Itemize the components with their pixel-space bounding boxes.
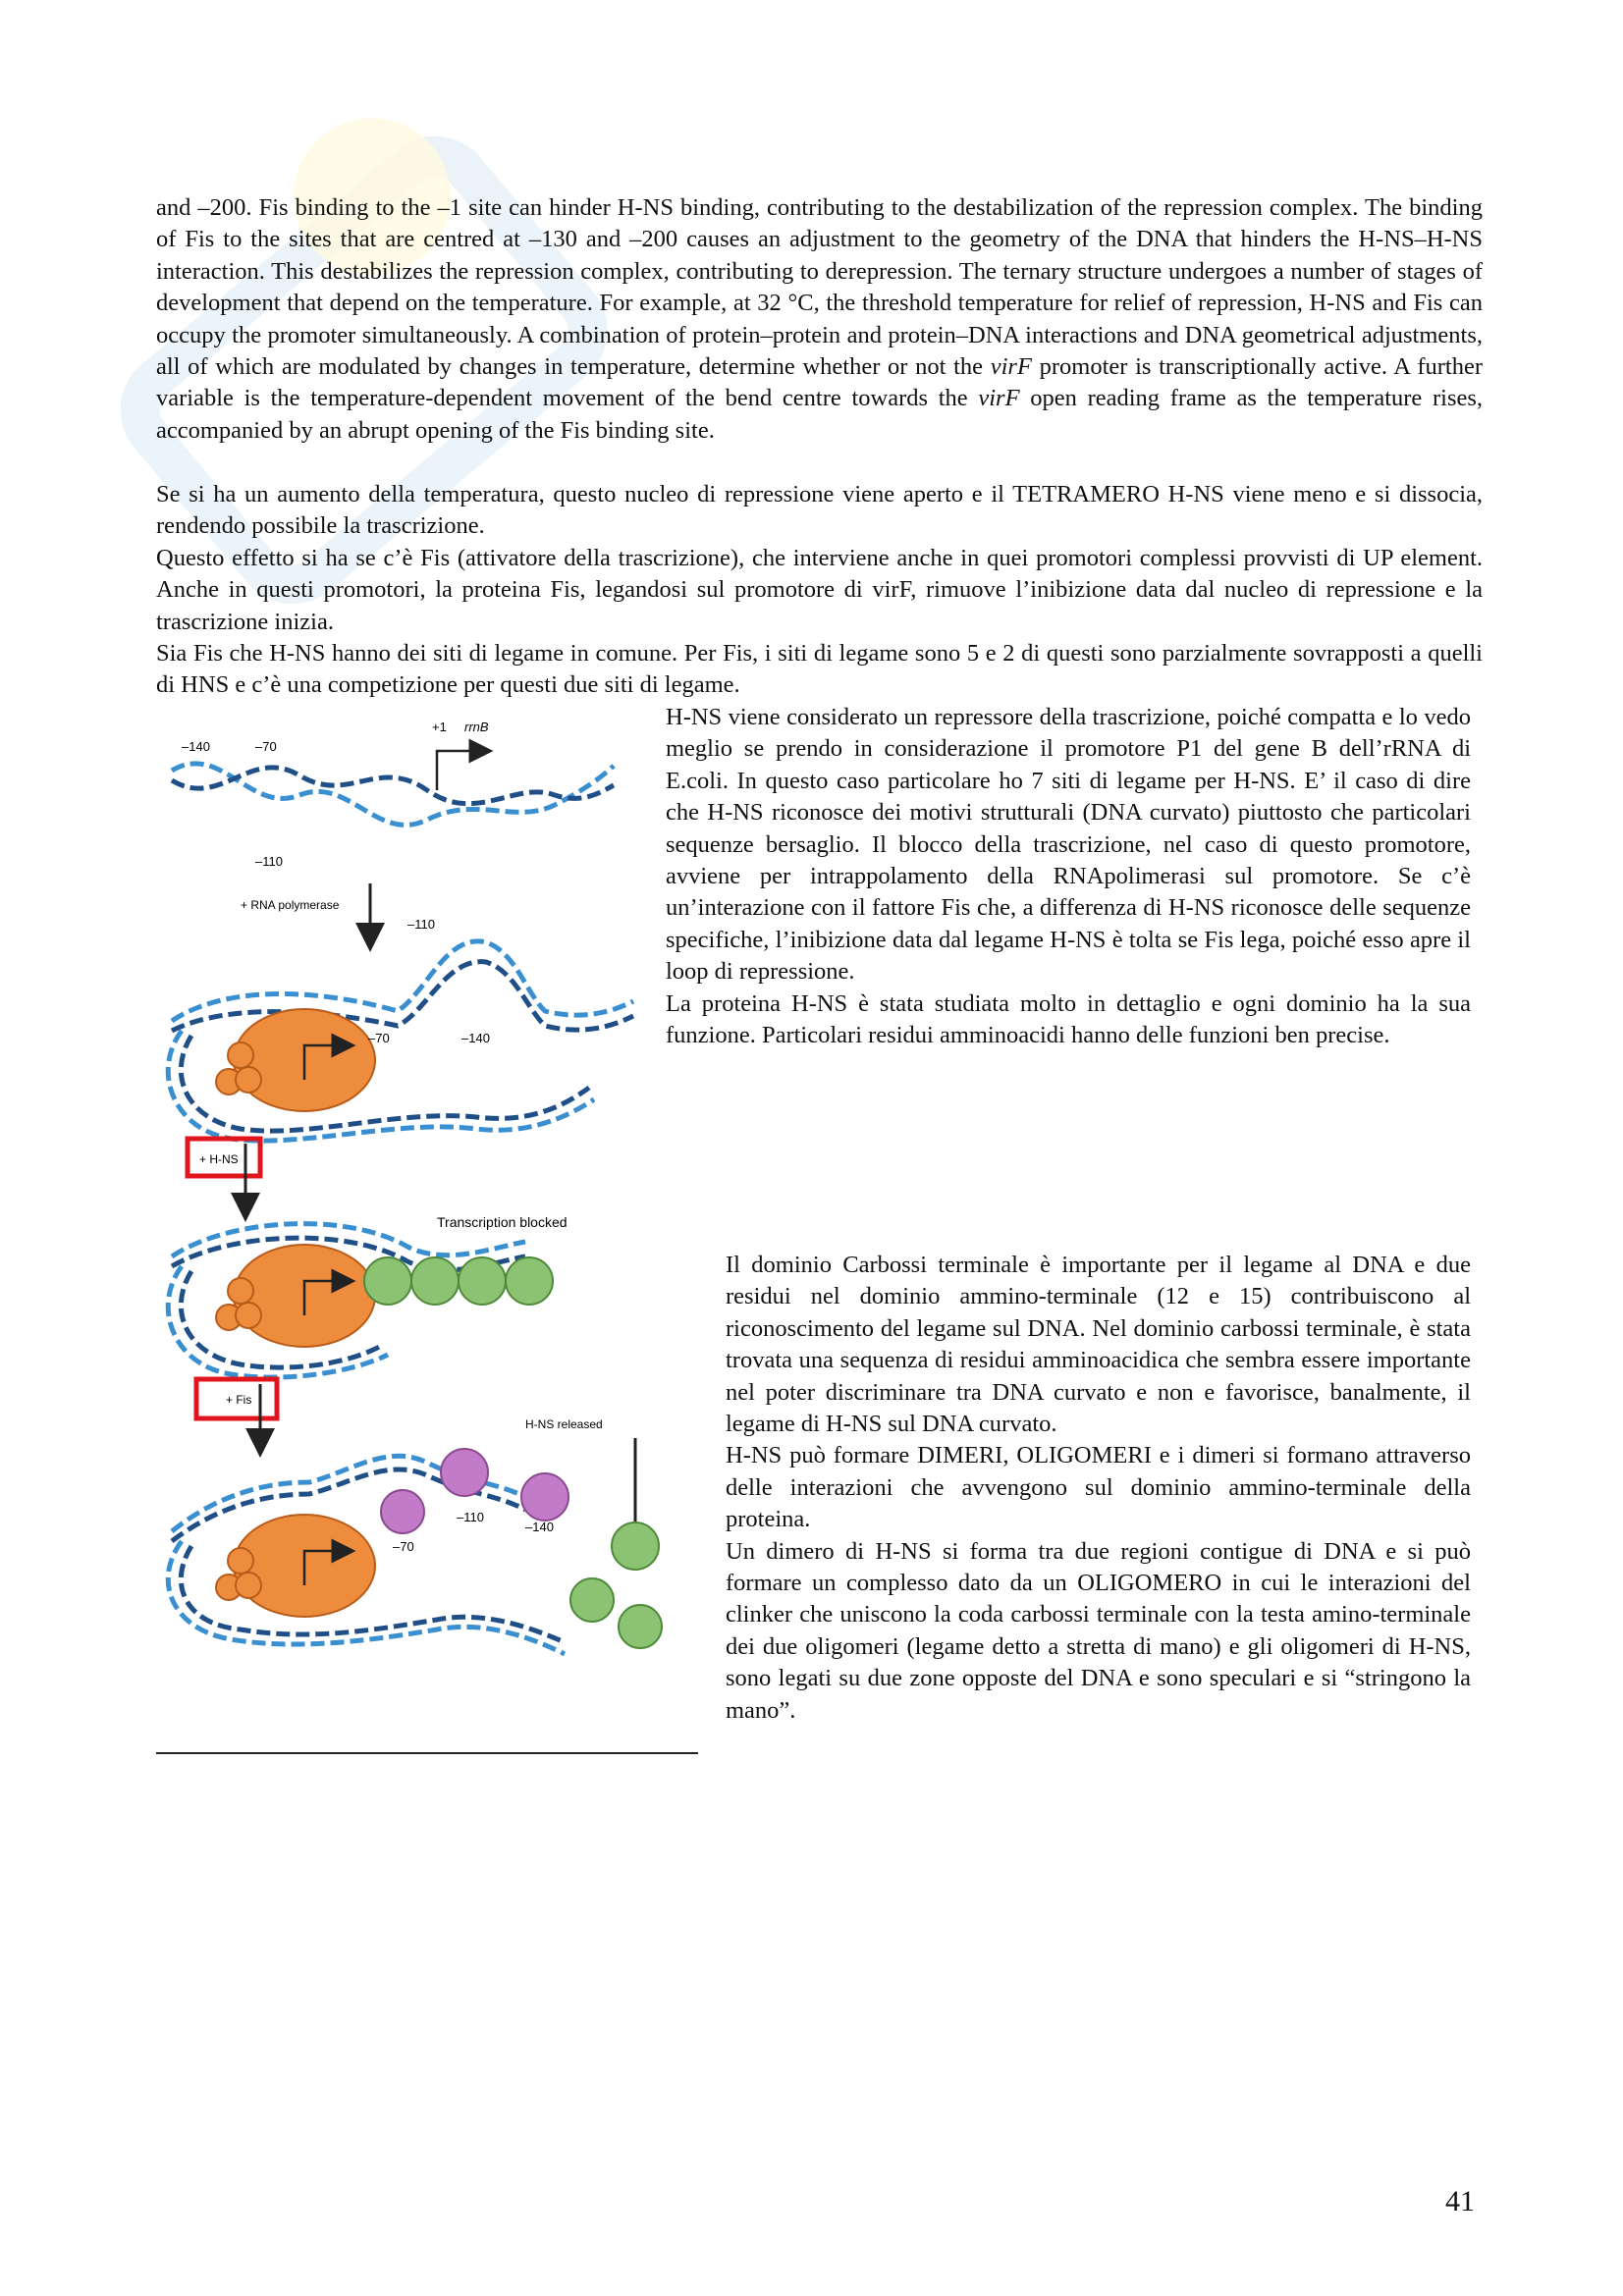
paragraph-binding-sites: Sia Fis che H-NS hanno dei siti di legame in comune. Per Fis, i siti di legame sono 5 e 2 di questi sono parzialmente sovrapposti a quelli di HNS e c’è una competizione per questi due siti di legame.	[156, 640, 1483, 699]
svg-text:–140: –140	[182, 739, 210, 754]
gene-name: virF	[990, 353, 1032, 381]
svg-text:rrnB: rrnB	[464, 720, 489, 734]
panel-1-promoter	[172, 720, 614, 869]
text-hns-domains: Il dominio Carbossi terminale è importante per il legame al DNA e due residui nel dominio ammino-terminale (12 e 15) contribuiscono al riconoscimento del legame sul DNA. Nel dominio carbossi terminale, è stata trovata una sequenza di residui amminoacidica che sembra essere importante nel poter discriminare tra DNA curvato e non e favorisce, banalmente, il legame di H-NS sul DNA curvato. H-NS può formare DIMERI, OLIGOMERI e i dimeri si formano attraverso delle interazioni che avvengono sul dominio ammino-terminale della proteina. Un dimero di H-NS si forma tra due regioni contigue di DNA e si può formare un complesso dato da un OLIGOMERO in cui le interazioni del clinker che uniscono la coda carbossi terminale con la testa amino-terminale dei due oligomeri (legame detto a stretta di mano) e gli oligomeri di H-NS, sono legati su due zone opposte del DNA e sono speculari e si “stringono la mano”.	[726, 1252, 1471, 1724]
hns-protein	[459, 1257, 506, 1305]
hns-protein	[619, 1605, 662, 1648]
panel-2-polymerase-loop	[168, 917, 633, 1141]
svg-text:+1: +1	[432, 720, 447, 734]
step-hns-label: + H-NS	[199, 1152, 239, 1166]
panel-3-transcription-blocked	[168, 1214, 567, 1377]
step-rna-polymerase-label: + RNA polymerase	[241, 898, 340, 912]
svg-text:–140: –140	[461, 1031, 490, 1045]
svg-text:Transcription blocked: Transcription blocked	[437, 1214, 568, 1230]
figure-bottom-rule	[156, 1752, 698, 1754]
svg-text:–110: –110	[255, 854, 283, 869]
hns-protein	[364, 1257, 411, 1305]
svg-text:–70: –70	[255, 739, 277, 754]
hns-protein	[570, 1578, 614, 1622]
svg-text:–70: –70	[368, 1031, 390, 1045]
svg-text:–140: –140	[525, 1520, 554, 1534]
svg-text:–110: –110	[457, 1510, 484, 1524]
hns-protein	[411, 1257, 459, 1305]
transcription-start-arrow	[437, 751, 481, 790]
hns-protein	[612, 1522, 659, 1570]
hns-protein	[506, 1257, 553, 1305]
fis-protein	[521, 1473, 568, 1521]
text-hns-repressor: H-NS viene considerato un repressore della trascrizione, poiché compatta e lo vedo meglio se prendo in considerazione il promotore P1 del gene B dell’rRNA di E.coli. In questo caso particolare ho 7 siti di legame per H-NS. E’ il caso di dire che H-NS riconosce dei motivi strutturali (DNA curvato) piuttosto che particolari sequenze bersaglio. Il blocco della trascrizione, nel caso di questo promotore, avviene per intrappolamento della RNApolimerasi sul promotore. Se c’è un’interazione con il fattore Fis che, a differenza di H-NS riconosce delle sequenze specifiche, l’inibizione data dal legame H-NS è tolta se Fis lega, poiché esso apre il loop di repressione. La proteina H-NS è stata studiata molto in dettaglio e ogni dominio ha la sua funzione. Particolari residui amminoacidi hanno delle funzioni ben precise.	[666, 704, 1471, 1049]
gene-name: virF	[978, 385, 1020, 412]
svg-text:H-NS released: H-NS released	[525, 1417, 603, 1431]
fis-protein	[381, 1490, 424, 1533]
paragraph-fis-effect: Questo effetto si ha se c’è Fis (attivatore della trascrizione), che interviene anche in quei promotori complessi provvisti di UP element. Anche in questi promotori, la proteina Fis, legandosi sul promotore di virF, rimuove l’inibizione data dal nucleo di repressione e la trascrizione inizia.	[156, 545, 1483, 635]
svg-text:–110: –110	[407, 917, 435, 932]
intro-paragraph: and –200. Fis binding to the –1 site can hinder H-NS binding, contributing to the destabilization of the repression complex. The binding of Fis to the sites that are centred at –130 and –200 causes an adjustment to the geometry of the DNA that hinders the H-NS–H-NS interaction. This destabilizes the repression complex, contributing to derepression. The ternary structure undergoes a number of stages of development that depend on the temperature. For example, at 32 °C, the threshold temperature for relief of repression, H-NS and Fis can occupy the promoter simultaneously. A combination of protein–protein and protein–DNA interactions and DNA geometrical adjustments, all of which are modulated by changes in temperature, determine whether or not the virF promoter is transcriptionally active. A further variable is the temperature-dependent movement of the bend centre towards the virF open reading frame as the temperature rises, accompanied by an abrupt opening of the Fis binding site.	[156, 194, 1484, 444]
svg-text:–70: –70	[393, 1539, 414, 1554]
page-number: 41	[1445, 2185, 1475, 2217]
step-fis-label: + Fis	[226, 1393, 252, 1407]
hns-repression-diagram	[152, 697, 702, 1757]
paragraph-temperature: Se si ha un aumento della temperatura, questo nucleo di repressione viene aperto e il TETRAMERO H-NS viene meno e si dissocia, rendendo possibile la trascrizione.	[156, 481, 1483, 540]
panel-4-hns-released	[168, 1417, 662, 1654]
fis-protein	[441, 1449, 488, 1496]
